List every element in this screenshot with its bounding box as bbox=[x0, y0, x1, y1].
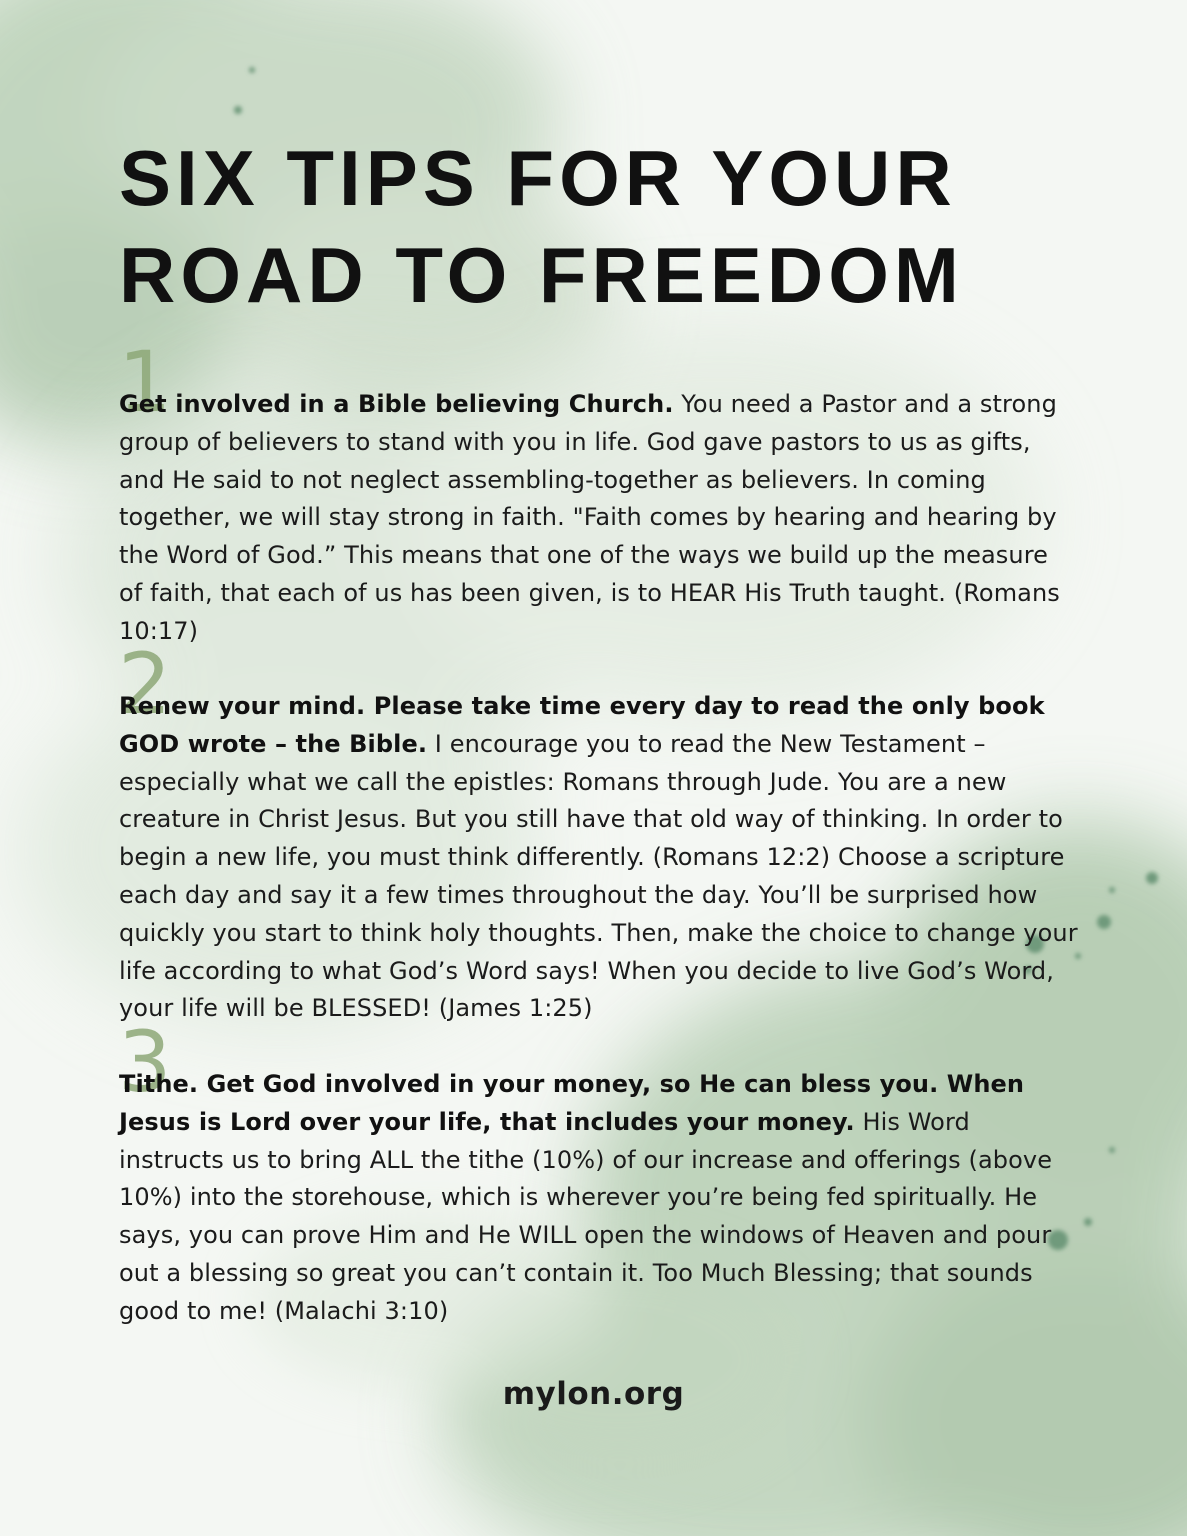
tip-body bbox=[119, 386, 1079, 651]
title-line-1: SIX TIPS FOR YOUR bbox=[119, 134, 957, 222]
tip-heading: Renew your mind. Please take time every day to read the only book GOD wrote – the Bible. bbox=[119, 692, 1045, 758]
page-title bbox=[119, 130, 1069, 324]
tip-heading: Get involved in a Bible believing Church. bbox=[119, 390, 674, 418]
tip-heading: Tithe. Get God involved in your money, so He can bless you. When Jesus is Lord over your life, that includes your money. bbox=[119, 1070, 1025, 1136]
tip-description: I encourage you to read the New Testament – especially what we call the epistles: Romans through Jude. You are a new creature in Christ Jesus. But you still have that old way of thinking. In order to begin a new life, you must think differently. (Romans 12:2) Choose a scripture each day and say it a few times throughout the day. You’ll be surprised how quickly you start to think holy thoughts. Then, make the choice to change your life according to what God’s Word says! When you decide to live God’s Word, your life will be BLESSED! (James 1:25) bbox=[119, 729, 1078, 1023]
tip-body bbox=[119, 688, 1079, 1028]
tip-2 bbox=[118, 635, 1079, 1028]
tip-body bbox=[119, 1066, 1079, 1331]
tip-number: 2 bbox=[118, 635, 172, 733]
tip-number: 1 bbox=[118, 333, 172, 431]
tip-1 bbox=[118, 333, 1079, 651]
website-link[interactable]: mylon.org bbox=[502, 1376, 685, 1412]
tip-3 bbox=[118, 1013, 1079, 1331]
tip-number: 3 bbox=[118, 1013, 172, 1111]
tip-description: You need a Pastor and a strong group of believers to stand with you in life. God gave pastors to us as gifts, and He said to not neglect assembling-together as believers. In coming together, we will stay strong in faith. "Faith comes by hearing and hearing by the Word of God.” This means that one of the ways we build up the measure of faith, that each of us has been given, is to HEAR His Truth taught. (Romans 10:17) bbox=[119, 390, 1060, 645]
title-line-2: ROAD TO FREEDOM bbox=[119, 231, 964, 319]
tip-description: His Word instructs us to bring ALL the tithe (10%) of our increase and offerings (above 10%) into the storehouse, which is wherever you’re being fed spiritually. He says, you can prove Him and He WILL open the windows of Heaven and pour out a blessing so great you can’t contain it. Too Much Blessing; that sounds good to me! (Malachi 3:10) bbox=[119, 1107, 1053, 1325]
